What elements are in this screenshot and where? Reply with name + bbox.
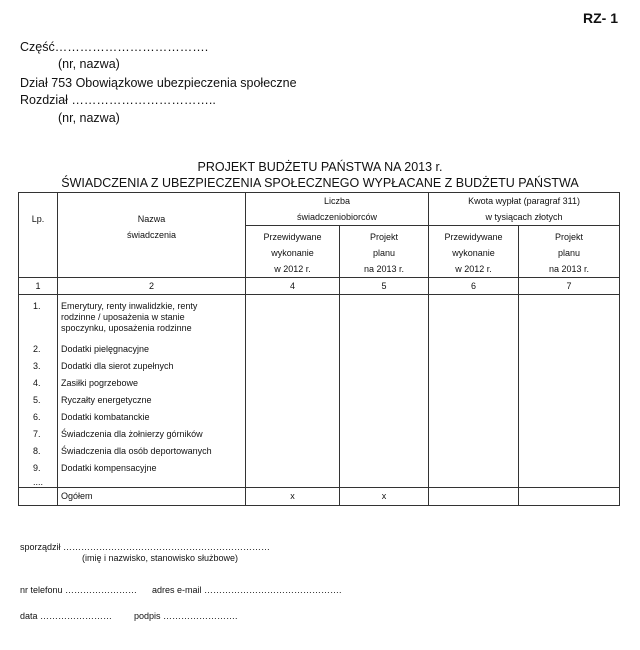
col-number: 7 — [519, 278, 620, 295]
date-field[interactable]: data …………………… — [20, 611, 113, 621]
header-projekt-liczba: Projekt planu na 2013 r. — [340, 226, 429, 278]
col-number: 1 — [19, 278, 58, 295]
total-x: x — [340, 488, 429, 506]
row-lp: 2. — [33, 344, 41, 354]
benefit-name: Dodatki dla sierot zupełnych — [61, 361, 174, 371]
sporzadzil-hint: (imię i nazwisko, stanowisko służbowe) — [82, 553, 239, 563]
value-cell[interactable] — [429, 295, 519, 488]
row-lp: 3. — [33, 361, 41, 371]
czesc-field: Część………………………………. — [20, 40, 209, 54]
header-nazwa: Nazwa świadczenia — [58, 193, 246, 278]
value-cell[interactable] — [519, 295, 620, 488]
benefit-name: Świadczenia dla żołnierzy górników — [61, 429, 203, 439]
benefit-name: Zasiłki pogrzebowe — [61, 378, 139, 388]
header-liczba: Liczba świadczeniobiorców — [246, 193, 429, 226]
row-lp: 4. — [33, 378, 41, 388]
sporzadzil-field[interactable]: sporządził …………………………………………………………… — [20, 542, 271, 552]
phone-field[interactable]: nr telefonu …………………… — [20, 585, 138, 595]
header-lp: Lp. — [19, 193, 58, 278]
continuation-dots: .... — [33, 477, 44, 487]
signature-field[interactable]: podpis ……………………. — [134, 611, 238, 621]
benefit-name: Świadczenia dla osób deportowanych — [61, 446, 212, 456]
benefit-name: Dodatki kompensacyjne — [61, 463, 157, 473]
email-field[interactable]: adres e-mail ………………………………………. — [152, 585, 342, 595]
col-number: 6 — [429, 278, 519, 295]
row-lp: 1. — [33, 301, 41, 311]
col-number: 5 — [340, 278, 429, 295]
value-cell[interactable] — [246, 295, 340, 488]
benefit-name: Dodatki kombatanckie — [61, 412, 150, 422]
row-lp: 9. — [33, 463, 41, 473]
rozdzial-hint: (nr, nazwa) — [58, 111, 120, 125]
dzial-line: Dział 753 Obowiązkowe ubezpieczenia społeczne — [20, 76, 297, 90]
total-label: Ogółem — [58, 488, 246, 506]
benefit-name: Dodatki pielęgnacyjne — [61, 344, 150, 354]
header-projekt-kwota: Projekt planu na 2013 r. — [519, 226, 620, 278]
row-lp: 6. — [33, 412, 41, 422]
benefit-name: Ryczałty energetyczne — [61, 395, 152, 405]
total-x: x — [246, 488, 340, 506]
header-kwota: Kwota wypłat (paragraf 311) w tysiącach złotych — [429, 193, 620, 226]
total-value-cell[interactable] — [519, 488, 620, 506]
benefit-name: Emerytury, renty inwalidzkie, renty rodzinne / uposażenia w stanie spoczynku, uposażenia rodzinne — [61, 301, 198, 333]
col-number: 4 — [246, 278, 340, 295]
benefits-table — [18, 192, 620, 506]
document-subtitle: ŚWIADCZENIA Z UBEZPIECZENIA SPOŁECZNEGO WYPŁACANE Z BUDŻETU PAŃSTWA — [61, 176, 579, 190]
row-lp: 7. — [33, 429, 41, 439]
value-cell[interactable] — [340, 295, 429, 488]
document-title: PROJEKT BUDŻETU PAŃSTWA NA 2013 r. — [197, 160, 443, 174]
total-value-cell[interactable] — [429, 488, 519, 506]
header-przewidywane-kwota: Przewidywane wykonanie w 2012 r. — [429, 226, 519, 278]
rozdzial-field: Rozdział …………………………….. — [20, 93, 216, 107]
col-number: 2 — [58, 278, 246, 295]
czesc-hint: (nr, nazwa) — [58, 57, 120, 71]
form-code: RZ- 1 — [583, 10, 618, 26]
row-lp: 8. — [33, 446, 41, 456]
row-lp: 5. — [33, 395, 41, 405]
header-przewidywane-liczba: Przewidywane wykonanie w 2012 r. — [246, 226, 340, 278]
